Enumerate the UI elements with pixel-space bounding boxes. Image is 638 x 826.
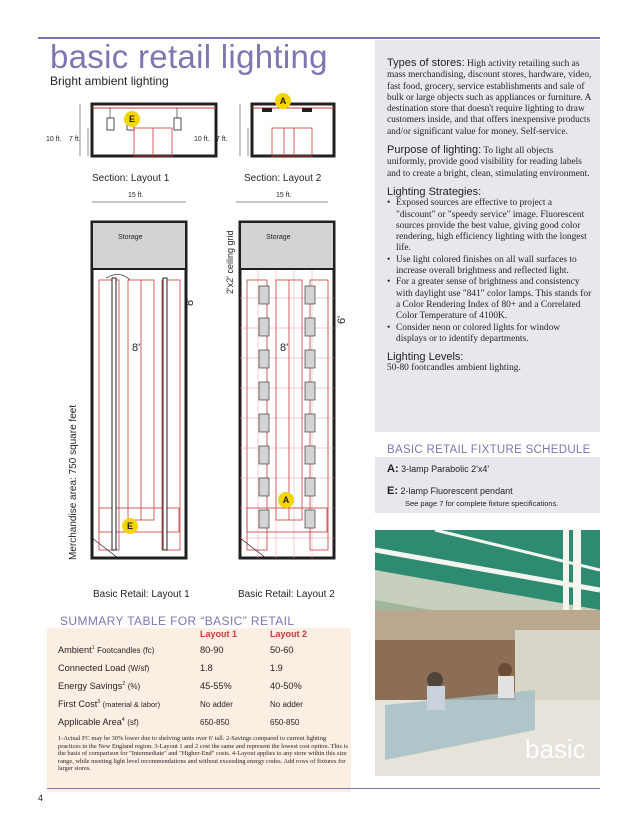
fixture-note: See page 7 for complete fixture specifications. [405, 499, 559, 508]
strategy-item: • For a greater sense of brightness and consistency with daylight use "841" color lamps. This stands for a Color Rendering Index of 80+ and a Correlated Color Temperature of 4100K. [387, 277, 592, 322]
photo-caption: basic [525, 734, 586, 764]
row-value-layout-2: 650-850 [270, 717, 300, 727]
table-row: First Cost$^3$ (material & labor) No adder No adder [58, 695, 340, 713]
info-sidebar [375, 40, 600, 432]
table-row: Connected Load (W/sf) 1.8 1.9 [58, 659, 340, 677]
strategies-list [387, 198, 592, 345]
summary-title: SUMMARY TABLE FOR “BASIC” RETAIL [60, 614, 295, 628]
plan-layout-2-label: Basic Retail: Layout 2 [238, 589, 335, 600]
fixture-a-marker: A [275, 93, 291, 109]
store-types-section [387, 58, 592, 138]
summary-footnote: 1-Actual FC may be 30% lower due to shelving units over 6' tall. 2-Savings compared to current lighting practices in the New England region. 3-Layout 1 and 2 cost the same and represent the lowest cost option. This is the basis of comparison for "Intermediate" and "Higher-End" costs. 4-Layout applies to any store within this size range, while meeting light level recommendations and without exceeding energy codes. Add rows of fixtures for larger stores. [58, 735, 348, 773]
row-value-layout-1: 650-850 [200, 717, 230, 727]
fixture-a-key: A: [387, 463, 399, 475]
section1-height-partial: 7 ft. [69, 136, 81, 143]
row-value-layout-1: 1.8 [200, 663, 213, 673]
plan1-e-marker: E [122, 518, 138, 534]
strategy-item: • Exposed sources are effective to project a "discount" or "speedy service" image. Fluorescent sources provide the best value, giving good color rendering, high efficiency lighting with the longest life. [387, 198, 592, 254]
table-row: Applicable Area$^4$ (sf) 650-850 650-850 [58, 713, 340, 731]
row-value-layout-2: No adder [270, 699, 303, 709]
page-number: 4 [38, 793, 44, 803]
store-types-heading: Types of stores: [387, 57, 465, 69]
section1-height-total: 10 ft. [46, 136, 62, 143]
fixture-e-row [387, 485, 513, 497]
section-layout-1-label: Section: Layout 1 [92, 173, 170, 184]
row-value-layout-1: No adder [200, 699, 233, 709]
row-label: Ambient [58, 645, 92, 656]
section-layout-2-label: Section: Layout 2 [244, 173, 322, 184]
plan2-aisle-width: 8' [280, 342, 289, 354]
page-subtitle: Bright ambient lighting [50, 74, 169, 88]
footer-rule [47, 788, 600, 789]
purpose-heading: Purpose of lighting: [387, 144, 482, 157]
fixture-schedule [375, 457, 600, 513]
summary-header-row [58, 627, 340, 641]
row-value-layout-1: 80-90 [200, 645, 224, 655]
table-row: Energy Savings$^2$ (%) 45-55% 40-50% [58, 677, 340, 695]
plan2-width: 15 ft. [276, 192, 292, 199]
fixture-a-desc: 3-lamp Parabolic 2'x4' [401, 464, 490, 474]
width-dimensions [90, 190, 330, 208]
fixture-e-key: E: [387, 485, 398, 497]
plan-layout-1-label: Basic Retail: Layout 1 [93, 589, 190, 600]
ceiling-grid-label: 2'x2' ceiling grid [225, 230, 235, 294]
summary-table [58, 627, 340, 731]
row-label: Applicable Area [58, 717, 122, 728]
fixture-a-row [387, 463, 489, 475]
summary-col-layout-2: Layout 2 [270, 629, 308, 639]
row-label: Energy Savings [58, 681, 123, 692]
page-title: basic retail lighting [50, 38, 328, 75]
floor-plan-layout-2 [238, 218, 338, 563]
plan1-width: 15 ft. [128, 192, 144, 199]
section2-height-partial: 7 ft. [216, 136, 228, 143]
store-photo [375, 530, 600, 776]
row-value-layout-2: 50-60 [270, 645, 294, 655]
row-value-layout-2: 1.9 [270, 663, 283, 673]
plan1-aisle-width: 8' [132, 342, 141, 354]
section-layout-1 [80, 104, 216, 156]
store-types-text: High activity retailing such as mass merchandising, discount stores, hardware, video, fast food, grocery, service establishments and sale of bulk or large objects such as appliances or furniture. A destination store that doesn't require lighting to draw customers inside, and that offers inexpensive products and/or significant value for money. Self-service. [387, 59, 592, 137]
merchandise-area-label: Merchandise area: 750 square feet [68, 404, 79, 560]
row-value-layout-1: 45-55% [200, 681, 232, 691]
plan1-storage: Storage [118, 234, 143, 241]
summary-col-layout-1: Layout 1 [200, 629, 238, 639]
purpose-section [387, 145, 592, 180]
plan1-spacing-8: 8' [184, 297, 196, 306]
fixture-e-marker: E [124, 111, 140, 127]
section-layout-2 [240, 104, 334, 156]
purpose-text: To light all objects uniformly, provide good visibility for reading labels and to create a bright, clean, stimulating environment. [387, 146, 590, 179]
levels-heading: Lighting Levels: [387, 351, 464, 364]
section-diagrams [40, 92, 360, 162]
plan2-a-marker: A [278, 492, 294, 508]
fixture-schedule-title: BASIC RETAIL FIXTURE SCHEDULE [387, 444, 591, 456]
plan2-storage: Storage [266, 234, 291, 241]
table-row: Ambient$^1$ Footcandles (fc) 80-90 50-60 [58, 641, 340, 659]
section2-height-total: 10 ft. [194, 136, 210, 143]
plan2-spacing-6: 6' [336, 315, 348, 324]
row-label: First Cost [58, 699, 98, 710]
row-value-layout-2: 40-50% [270, 681, 302, 691]
strategy-item: • Use light colored finishes on all wall surfaces to increase overall brightness and reflected light. [387, 255, 592, 278]
row-label: Connected Load [58, 663, 126, 673]
strategy-item: • Consider neon or colored lights for window displays or to identify departments. [387, 323, 592, 346]
floor-plan-layout-1 [90, 218, 190, 563]
fixture-e-desc: 2-lamp Fluorescent pendant [400, 486, 513, 496]
levels-text: 50-80 footcandles ambient lighting. [387, 363, 521, 374]
strategies-heading: Lighting Strategies: [387, 185, 482, 198]
